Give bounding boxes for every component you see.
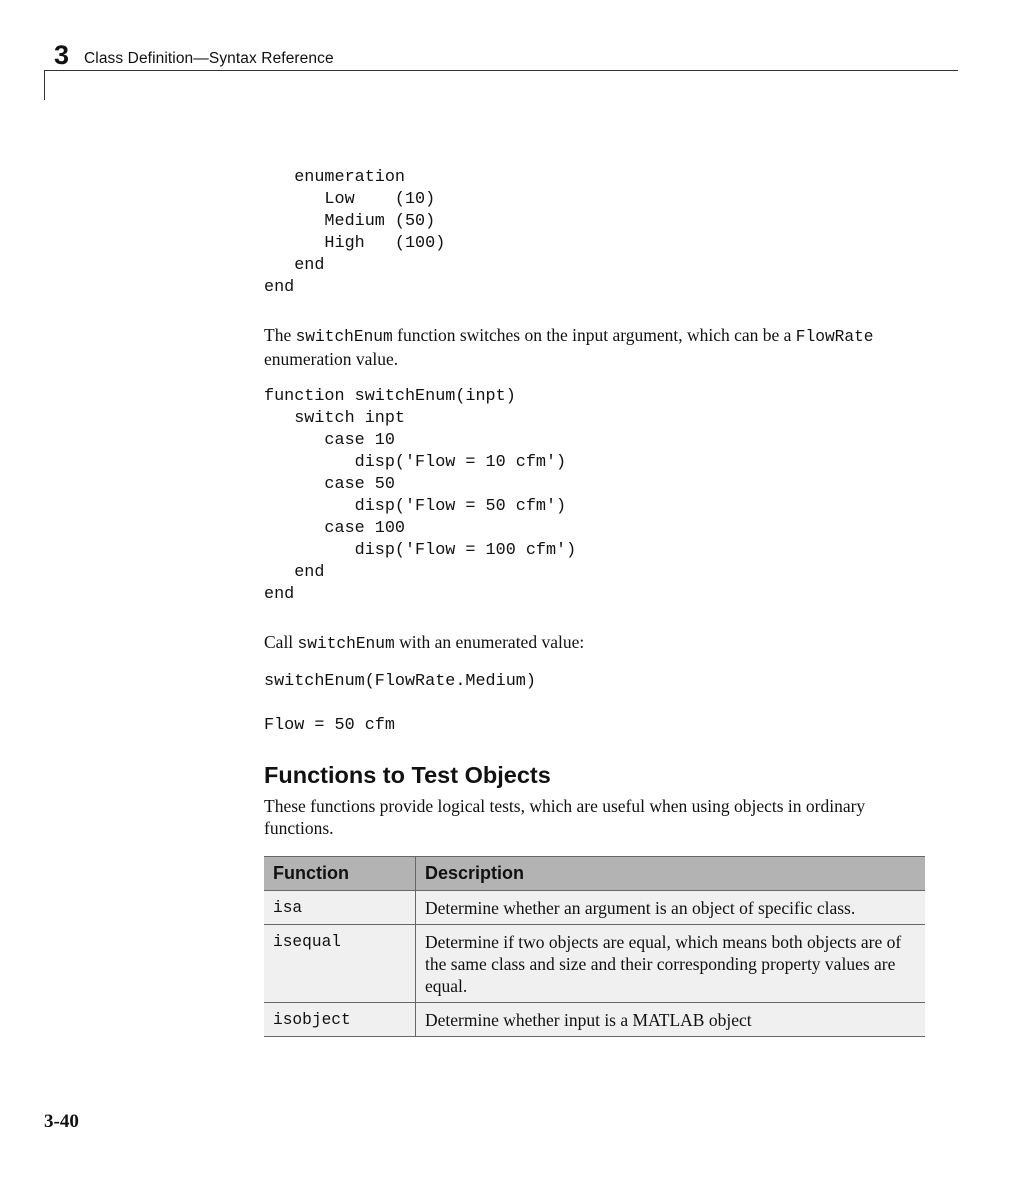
function-name-cell: isobject [264,1003,416,1037]
code-block-enumeration: enumeration Low (10) Medium (50) High (100) end end [264,168,446,297]
description-cell: Determine whether input is a MATLAB object [416,1003,926,1037]
description-cell: Determine if two objects are equal, which means both objects are of the same class and size and their corresponding property values are equal. [416,925,926,1003]
text-run: function switches on the input argument, which can be a [392,325,796,345]
page-number: 3-40 [44,1111,79,1132]
text-run: enumeration value. [264,349,399,369]
paragraph-switchenum-description [264,324,914,370]
table-row [264,925,925,1003]
inline-code-flowrate: FlowRate [795,328,874,346]
page-header [44,40,958,71]
header-margin-rule [44,70,45,100]
inline-code-switchenum: switchEnum [297,635,395,653]
functions-table [264,856,925,1037]
column-header-description: Description [416,857,926,891]
paragraph-call-switchenum [264,631,914,655]
table-header-row [264,857,925,891]
function-name-cell: isequal [264,925,416,1003]
table-row [264,1003,925,1037]
code-block-call: switchEnum(FlowRate.Medium) [264,672,536,691]
column-header-function: Function [264,857,416,891]
code-block-output: Flow = 50 cfm [264,716,395,735]
section-heading: Functions to Test Objects [264,762,551,788]
code-block-switchenum-function: function switchEnum(inpt) switch inpt case 10 disp('Flow = 10 cfm') case 50 disp('Flow = 50 cfm') case 100 disp('Flow = 100 cfm') end end [264,387,577,604]
chapter-number: 3 [54,40,70,70]
inline-code-switchenum: switchEnum [295,328,393,346]
text-run: Call [264,632,298,652]
description-cell: Determine whether an argument is an object of specific class. [416,891,926,925]
chapter-title: Class Definition—Syntax Reference [84,50,334,67]
section-intro-paragraph: These functions provide logical tests, which are useful when using objects in ordinary functions. [264,796,866,838]
function-name-cell: isa [264,891,416,925]
text-run: with an enumerated value: [394,632,585,652]
table-row [264,891,925,925]
text-run: The [264,325,296,345]
